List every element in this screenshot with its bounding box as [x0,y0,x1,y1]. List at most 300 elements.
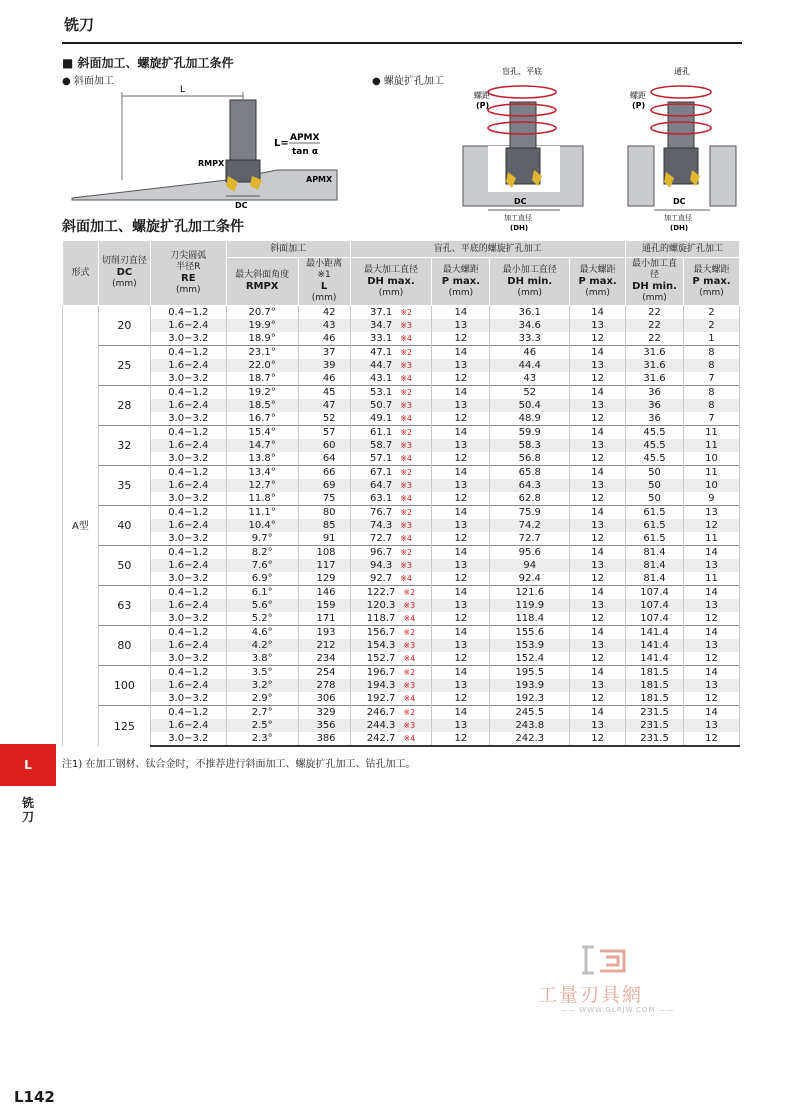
dh-max-cell [350,692,432,706]
through-dh-min-cell-value: 22 [648,333,661,344]
re-cell [150,586,226,600]
min-l-cell-value: 146 [316,587,336,598]
p-max-cell [570,386,626,400]
min-l-cell [298,732,350,746]
through-p-max-cell [683,639,739,652]
through-p-max-cell [683,546,739,560]
through-dh-min-cell [626,639,684,652]
min-l-cell-value: 47 [322,400,336,411]
dh-max-cell-value: 76.7 [369,507,393,518]
through-dh-min-cell [626,679,684,692]
p-max-cell-value: 13 [591,600,604,611]
table-row [63,332,740,346]
through-dh-min-cell [626,612,684,626]
re-cell [150,546,226,560]
min-l-cell [298,586,350,600]
rmpx-cell-value: 3.8° [251,653,273,664]
rmpx-cell-value: 2.7° [251,707,273,718]
table-row [63,506,740,520]
dh-min-cell [490,666,570,680]
rmpx-cell-value: 2.3° [251,733,273,744]
section-title-conditions: ■ 斜面加工、螺旋扩孔加工条件 [62,56,234,70]
p-max-cell [432,386,490,400]
p-max-cell [432,679,490,692]
dh-max-cell [350,319,432,332]
table-row [63,666,740,680]
dh-max-cell [350,386,432,400]
re-cell-value: 0.4−1.2 [168,667,209,678]
footnote-ref: ※3 [403,681,416,690]
re-cell-value: 1.6−2.4 [168,360,209,371]
dh-min-cell-value: 59.9 [518,427,541,438]
watermark-logo [580,945,630,975]
helical-through-diagram [624,62,740,232]
through-p-max-cell-value: 14 [705,587,718,598]
dh-max-cell [350,586,432,600]
p-max-cell-value: 14 [591,307,604,318]
dh-max-cell [350,559,432,572]
footnote-ref: ※2 [400,428,413,437]
rmpx-cell [226,652,298,666]
p-max-cell [432,506,490,520]
dh-min-cell [490,546,570,560]
through-p-max-cell [683,612,739,626]
dh-max-cell [350,412,432,426]
dh-min-cell-value: 62.8 [518,493,541,504]
rmpx-cell [226,412,298,426]
footnote-ref: ※2 [400,388,413,397]
through-dh-min-cell-value: 31.6 [643,347,666,358]
p-max-cell [432,666,490,680]
through-p-max-cell-value: 13 [705,507,718,518]
dh-min-cell-value: 121.6 [515,587,545,598]
dh-min-cell-value: 74.2 [518,520,541,531]
rmpx-cell-value: 18.5° [248,400,276,411]
dh-max-cell [350,306,432,320]
rmpx-cell-value: 9.7° [251,533,273,544]
p-max-cell-value: 13 [454,440,468,451]
dh-max-cell-value: 94.3 [369,560,393,571]
rmpx-cell [226,399,298,412]
p-max-cell [570,586,626,600]
through-dh-min-cell-value: 22 [648,307,661,318]
re-cell [150,479,226,492]
rmpx-cell [226,346,298,360]
dh-max-cell [350,399,432,412]
rmpx-cell [226,452,298,466]
min-l-cell-value: 234 [316,653,336,664]
through-dh-min-cell [626,652,684,666]
footnote-ref: ※3 [400,361,413,370]
rmpx-cell-value: 6.1° [251,587,273,598]
min-l-cell [298,372,350,386]
p-max-cell [570,439,626,452]
p-max-cell-value: 12 [591,653,604,664]
re-cell [150,466,226,480]
min-l-cell [298,532,350,546]
dh-min-cell [490,479,570,492]
min-l-cell [298,666,350,680]
footnote-ref: ※2 [403,588,416,597]
dh-min-cell [490,426,570,440]
re-cell-value: 0.4−1.2 [168,427,209,438]
type-cell: A型 [63,306,99,747]
p-max-cell [570,706,626,720]
dh-max-cell-value: 49.1 [369,413,393,424]
min-l-cell [298,386,350,400]
min-l-cell [298,719,350,732]
p-max-cell [432,319,490,332]
rmpx-cell [226,572,298,586]
p-max-cell-value: 13 [591,720,604,731]
dc-cell: 40 [98,506,150,546]
rmpx-cell-value: 5.2° [251,613,273,624]
through-p-max-cell-value: 8 [708,347,715,358]
p-max-cell-value: 13 [454,320,468,331]
dh-min-cell-value: 48.9 [518,413,541,424]
rmpx-cell [226,719,298,732]
p-max-cell [432,612,490,626]
min-l-cell [298,439,350,452]
dh-min-cell-value: 118.4 [515,613,545,624]
dh-max-cell [350,359,432,372]
p-max-cell-value: 14 [454,467,468,478]
footnote-ref: ※3 [400,521,413,530]
dh-max-cell-value: 43.1 [369,373,393,384]
dh-max-cell [350,546,432,560]
through-dh-min-cell [626,306,684,320]
min-l-cell [298,452,350,466]
p-max-cell-value: 12 [454,693,468,704]
through-dh-min-cell [626,452,684,466]
min-l-cell-value: 42 [322,307,336,318]
dh-min-cell-value: 44.4 [518,360,541,371]
through-p-max-cell [683,679,739,692]
through-p-max-cell [683,412,739,426]
dh-max-cell-value: 242.7 [366,733,396,744]
dh-max-cell-value: 152.7 [366,653,396,664]
rmpx-cell [226,506,298,520]
helical-blind-diagram [458,62,588,232]
rmpx-cell-value: 13.4° [248,467,276,478]
min-l-cell-value: 159 [316,600,336,611]
dh-min-cell-value: 243.8 [515,720,545,731]
dh-max-cell-value: 37.1 [369,307,393,318]
dh-max-cell-value: 33.1 [369,333,393,344]
p-max-cell-value: 14 [591,587,604,598]
through-p-max-cell-value: 13 [705,640,718,651]
rmpx-cell-value: 20.7° [248,307,276,318]
re-cell-value: 0.4−1.2 [168,707,209,718]
min-l-cell-value: 306 [316,693,336,704]
dc-cell: 50 [98,546,150,586]
rmpx-cell [226,612,298,626]
p-max-cell [570,732,626,746]
dh-max-cell-value: 34.7 [369,320,393,331]
rmpx-cell [226,692,298,706]
min-l-cell [298,679,350,692]
p-max-cell-value: 13 [454,520,468,531]
re-cell [150,439,226,452]
table-row [63,306,740,320]
rmpx-cell-value: 12.7° [248,480,276,491]
through-p-max-cell-value: 14 [705,707,718,718]
through-dh-min-cell-value: 36 [648,400,661,411]
re-cell-value: 1.6−2.4 [168,480,209,491]
min-l-cell [298,332,350,346]
table-body [63,306,740,747]
p-max-cell-value: 12 [591,533,604,544]
footnote-ref: ※2 [403,668,416,677]
footnote-ref: ※4 [400,494,413,503]
p-max-cell-value: 13 [591,640,604,651]
p-max-cell-value: 12 [591,333,604,344]
re-cell-value: 1.6−2.4 [168,320,209,331]
through-p-max-cell [683,506,739,520]
dh-label-through: 加工直径 [664,214,692,222]
header-p-max-blind: 最大螺距 P max. (mm) [432,258,490,306]
p-max-cell [570,666,626,680]
through-dh-min-cell-value: 81.4 [643,573,666,584]
re-cell [150,626,226,640]
rmpx-cell [226,319,298,332]
min-l-cell-value: 66 [322,467,336,478]
p-max-cell [570,599,626,612]
through-p-max-cell-value: 10 [705,480,718,491]
p-max-cell-value: 14 [454,307,468,318]
re-cell [150,719,226,732]
min-l-cell-value: 60 [322,440,336,451]
dc-cell: 63 [98,586,150,626]
footnote-ref: ※2 [400,508,413,517]
table-row [63,439,740,452]
dh-max-cell [350,679,432,692]
re-cell-value: 0.4−1.2 [168,587,209,598]
through-p-max-cell [683,572,739,586]
pitch-label-blind: 螺距 [474,91,490,100]
dh-max-cell [350,532,432,546]
rmpx-cell [226,466,298,480]
min-l-cell [298,399,350,412]
ramping-diagram [62,80,342,210]
min-l-cell-value: 108 [316,547,336,558]
through-p-max-cell [683,626,739,640]
through-p-max-cell [683,706,739,720]
p-max-cell [432,466,490,480]
re-cell-value: 3.0−3.2 [168,533,209,544]
p-max-cell-value: 13 [591,680,604,691]
rmpx-label: RMPX [198,159,225,168]
footnote-ref: ※2 [400,348,413,357]
p-max-cell-value: 13 [454,640,468,651]
re-cell [150,506,226,520]
min-l-cell-value: 356 [316,720,336,731]
through-dh-min-cell-value: 81.4 [643,560,666,571]
p-max-cell-value: 12 [591,693,604,704]
re-cell-value: 0.4−1.2 [168,627,209,638]
re-cell [150,452,226,466]
header-ramping: 斜面加工 [226,241,350,258]
p-max-cell [432,492,490,506]
dh-min-cell [490,386,570,400]
dh-max-cell [350,466,432,480]
p-max-cell-value: 14 [591,347,604,358]
re-cell-value: 1.6−2.4 [168,640,209,651]
through-p-max-cell [683,306,739,320]
rmpx-cell [226,479,298,492]
dh-min-cell-value: 245.5 [515,707,545,718]
through-p-max-cell [683,732,739,746]
p-max-cell-value: 12 [454,453,468,464]
re-cell [150,359,226,372]
p-max-cell-value: 13 [591,440,604,451]
dh-max-cell-value: 246.7 [366,707,396,718]
p-max-cell-value: 12 [454,373,468,384]
dc-cell: 28 [98,386,150,426]
rmpx-cell-value: 18.7° [248,373,276,384]
p-max-cell [432,559,490,572]
rmpx-cell [226,519,298,532]
p-max-cell [432,519,490,532]
through-p-max-cell-value: 8 [708,360,715,371]
table-row [63,706,740,720]
p-max-cell [432,452,490,466]
through-p-max-cell-value: 2 [708,320,715,331]
min-l-cell [298,306,350,320]
rmpx-cell [226,626,298,640]
footnote-ref: ※2 [403,708,416,717]
dh-min-cell-value: 72.7 [518,533,541,544]
min-l-cell [298,346,350,360]
dh-min-cell [490,439,570,452]
dh-max-cell [350,519,432,532]
dh-min-cell [490,559,570,572]
footnote-ref: ※4 [400,534,413,543]
dh-sym-blind: (DH) [510,224,529,232]
through-dh-min-cell [626,572,684,586]
p-max-cell [570,532,626,546]
min-l-cell [298,492,350,506]
p-max-cell [432,372,490,386]
rmpx-cell [226,639,298,652]
through-p-max-cell-value: 14 [705,627,718,638]
p-max-cell-value: 13 [591,320,604,331]
rmpx-cell [226,559,298,572]
min-l-cell [298,412,350,426]
re-cell-value: 1.6−2.4 [168,720,209,731]
p-max-cell-value: 14 [591,547,604,558]
rmpx-cell-value: 16.7° [248,413,276,424]
re-cell-value: 3.0−3.2 [168,733,209,744]
dc-label: DC [235,201,248,210]
through-dh-min-cell [626,399,684,412]
dh-max-cell-value: 92.7 [369,573,393,584]
dh-max-cell [350,346,432,360]
through-p-max-cell [683,359,739,372]
dh-min-cell [490,506,570,520]
through-p-max-cell [683,652,739,666]
through-dh-min-cell [626,346,684,360]
dh-min-cell [490,692,570,706]
dh-max-cell [350,652,432,666]
p-max-cell-value: 12 [591,613,604,624]
through-dh-min-cell-value: 50 [648,480,661,491]
min-l-cell-value: 37 [322,347,336,358]
p-max-cell [432,479,490,492]
p-max-cell-value: 14 [454,667,468,678]
through-dh-min-cell-value: 141.4 [640,653,669,664]
through-p-max-cell-value: 13 [705,600,718,611]
table-row [63,492,740,506]
table-row [63,412,740,426]
table-row [63,546,740,560]
header-rmpx: 最大斜面角度 RMPX [226,258,298,306]
dh-min-cell [490,719,570,732]
p-max-cell-value: 12 [591,733,604,744]
dh-min-cell [490,452,570,466]
re-cell-value: 3.0−3.2 [168,693,209,704]
dh-min-cell-value: 94 [523,560,537,571]
header-dh-min-through: 最小加工直径 DH min. (mm) [626,258,684,306]
p-max-cell-value: 14 [591,667,604,678]
re-cell-value: 3.0−3.2 [168,653,209,664]
min-l-cell [298,519,350,532]
dh-min-cell [490,412,570,426]
table-row [63,612,740,626]
pitch-label-through: 螺距 [630,91,646,100]
dh-max-cell-value: 196.7 [366,667,396,678]
rmpx-cell-value: 15.4° [248,427,276,438]
dh-max-cell-value: 47.1 [369,347,393,358]
footnote-ref: ※4 [403,654,416,663]
helical-label: ● 螺旋扩孔加工 [372,76,444,87]
footnote-ref: ※2 [403,628,416,637]
dh-min-cell [490,346,570,360]
through-dh-min-cell [626,412,684,426]
page-header [62,8,742,44]
dh-min-cell [490,319,570,332]
header-dh-max-blind: 最大加工直径 DH max. (mm) [350,258,432,306]
footnote-ref: ※3 [403,601,416,610]
re-cell [150,426,226,440]
footnote-ref: ※4 [403,614,416,623]
re-cell-value: 3.0−3.2 [168,493,209,504]
through-dh-min-cell [626,466,684,480]
dh-max-cell [350,706,432,720]
min-l-cell-value: 386 [316,733,336,744]
min-l-cell [298,612,350,626]
header-blind-helical: 盲孔、平底的螺旋扩孔加工 [350,241,626,258]
p-max-cell [570,639,626,652]
footnote-ref: ※2 [400,308,413,317]
through-dh-min-cell [626,359,684,372]
p-max-cell-value: 13 [454,360,468,371]
re-cell [150,332,226,346]
p-max-cell [570,466,626,480]
dh-min-cell-value: 46 [523,347,537,358]
table-row [63,692,740,706]
re-cell [150,412,226,426]
dh-max-cell-value: 57.1 [369,453,393,464]
through-p-max-cell [683,559,739,572]
through-dh-min-cell-value: 107.4 [640,600,669,611]
dh-min-cell-value: 152.4 [515,653,545,664]
dh-min-cell-value: 56.8 [518,453,541,464]
chapter-tab[interactable]: L [0,744,56,786]
through-hole-label: 通孔 [674,67,690,76]
rmpx-cell-value: 3.5° [251,667,273,678]
min-l-cell [298,559,350,572]
